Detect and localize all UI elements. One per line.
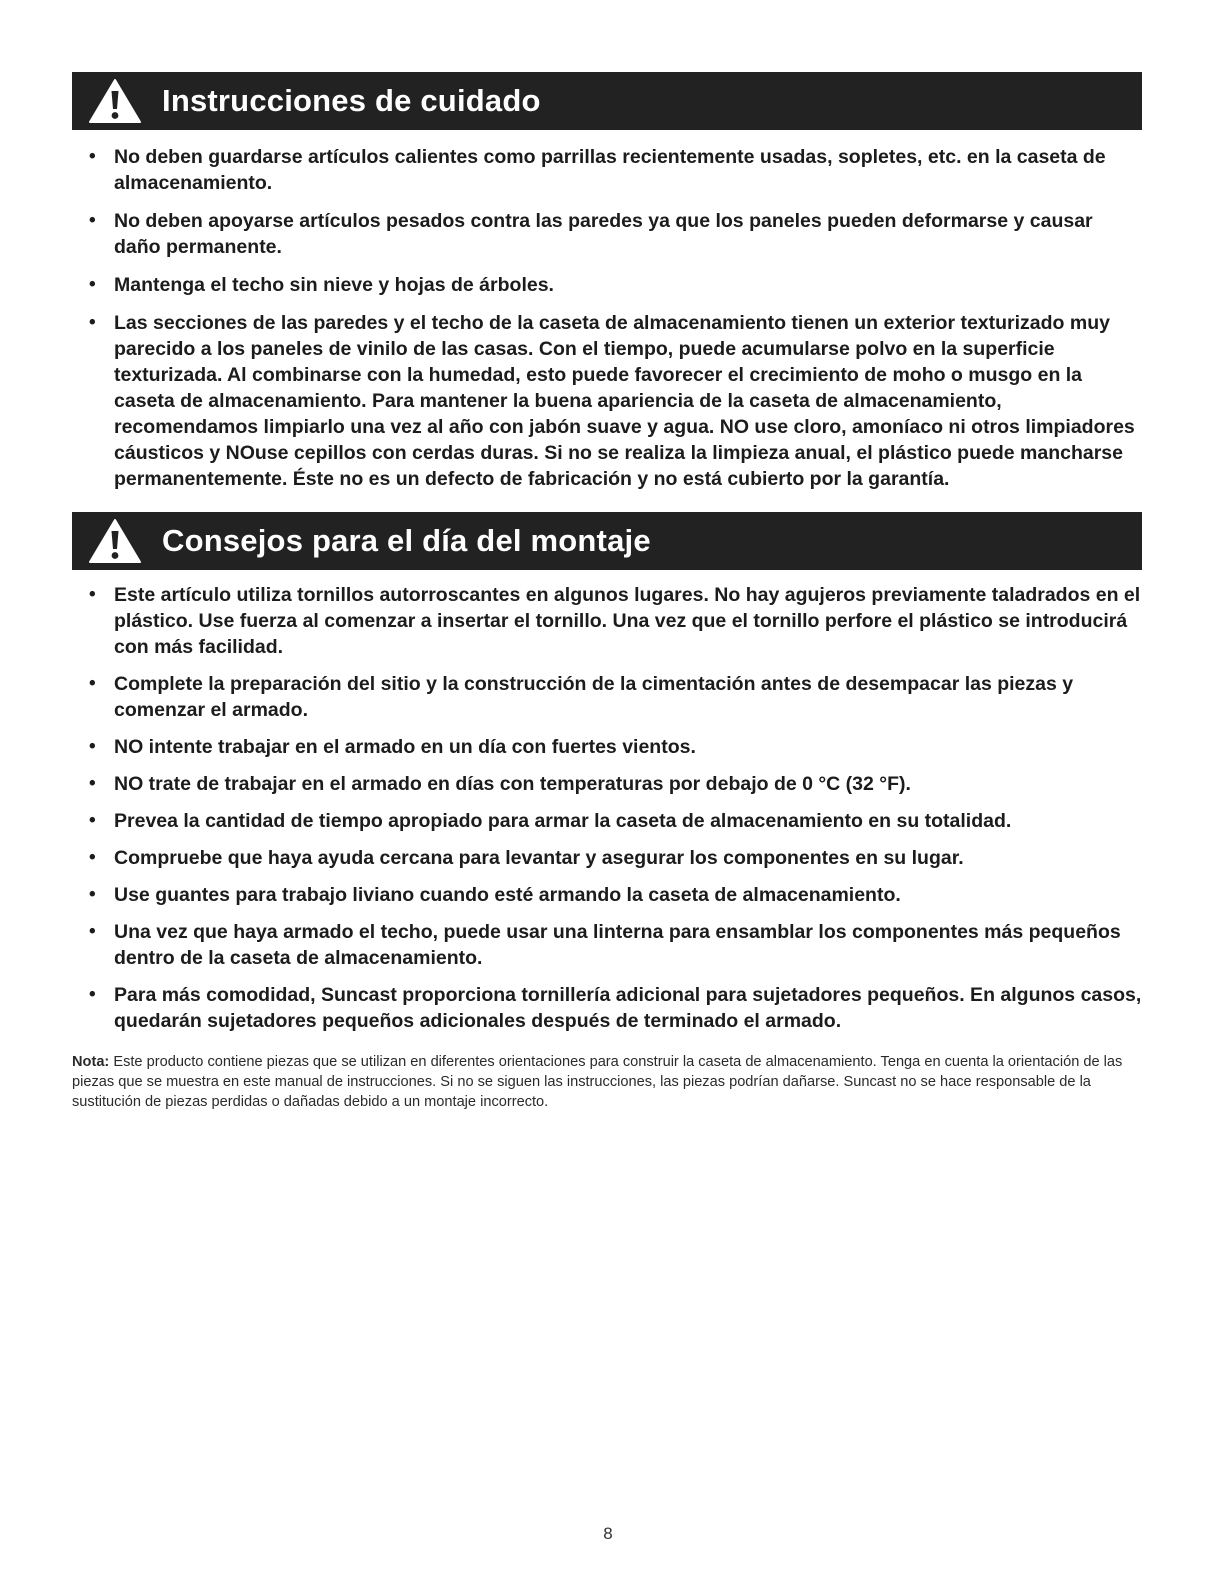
section-care-instructions [72,72,1142,492]
bullet-icon: • [89,312,96,333]
list-item-text: Para más comodidad, Suncast proporciona tornillería adicional para sujetadores pequeños. En algunos casos, quedarán sujetadores pequeños adicionales después de terminado el armado. [114,984,1142,1032]
list-item-text: Prevea la cantidad de tiempo apropiado para armar la caseta de almacenamiento en su totalidad. [114,810,1012,832]
list-item-text: Complete la preparación del sitio y la construcción de la cimentación antes de desempacar las piezas y comenzar el armado. [114,673,1074,721]
note-paragraph [72,1052,1124,1112]
list-item [72,310,1142,492]
bullet-icon: • [89,210,96,231]
page-number: 8 [603,1524,613,1543]
warning-triangle-icon [88,518,142,564]
list-item [72,771,1142,797]
section-header [72,512,1142,570]
bullet-icon: • [89,984,96,1005]
list-item [72,272,1142,298]
bullet-icon: • [89,584,96,605]
list-item [72,982,1142,1034]
section-assembly-tips [72,512,1142,1034]
bullet-icon: • [89,673,96,694]
list-item-text: Mantenga el techo sin nieve y hojas de árboles. [114,274,554,296]
bullet-list [72,582,1142,1034]
list-item [72,582,1142,660]
bullet-icon: • [89,810,96,831]
list-item [72,671,1142,723]
bullet-icon: • [89,736,96,757]
section-header [72,72,1142,130]
list-item [72,144,1142,196]
bullet-list [72,144,1142,492]
list-item-text: Las secciones de las paredes y el techo de la caseta de almacenamiento tienen un exterior texturizado muy parecido a los paneles de vinilo de las casas. Con el tiempo, puede acumularse polvo en la superficie texturizada. Al combinarse con la humedad, esto puede favorecer el crecimiento de moho o musgo en la caseta de almacenamiento. Para mantener la buena apariencia de la caseta de almacenamiento, recomendamos limpiarlo una vez al año con jabón suave y agua. NO use cloro, amoníaco ni otros limpiadores cáusticos y NOuse cepillos con cerdas duras. Si no se realiza la limpieza anual, el plástico puede mancharse permanentemente. Éste no es un defecto de fabricación y no está cubierto por la garantía. [114,312,1135,490]
note-text: Este producto contiene piezas que se utilizan en diferentes orientaciones para construir la caseta de almacenamiento. Tenga en cuenta la orientación de las piezas que se muestra en este manual de instrucciones. Si no se siguen las instrucciones, las piezas podrían dañarse. Suncast no se hace responsable de la sustitución de piezas perdidas o dañadas debido a un montaje incorrecto. [72,1054,1123,1110]
list-item [72,208,1142,260]
list-item-text: NO intente trabajar en el armado en un día con fuertes vientos. [114,736,696,758]
list-item [72,808,1142,834]
section-title: Consejos para el día del montaje [162,523,651,558]
bullet-icon: • [89,274,96,295]
list-item-text: Este artículo utiliza tornillos autorroscantes en algunos lugares. No hay agujeros previamente taladrados en el plástico. Use fuerza al comenzar a insertar el tornillo. Una vez que el tornillo perfore el plástico se introducirá con más facilidad. [114,584,1141,658]
list-item [72,882,1142,908]
section-title: Instrucciones de cuidado [162,83,541,118]
list-item-text: No deben guardarse artículos calientes como parrillas recientemente usadas, sopletes, etc. en la caseta de almacenamiento. [114,146,1106,194]
bullet-icon: • [89,847,96,868]
bullet-icon: • [89,146,96,167]
list-item [72,845,1142,871]
list-item [72,734,1142,760]
note-label: Nota: [72,1054,110,1070]
list-item-text: NO trate de trabajar en el armado en días con temperaturas por debajo de 0 °C (32 °F). [114,773,911,795]
page-content [72,72,1142,1127]
bullet-icon: • [89,921,96,942]
list-item-text: No deben apoyarse artículos pesados contra las paredes ya que los paneles pueden deformarse y causar daño permanente. [114,210,1093,258]
list-item-text: Use guantes para trabajo liviano cuando esté armando la caseta de almacenamiento. [114,884,901,906]
bullet-icon: • [89,884,96,905]
list-item-text: Una vez que haya armado el techo, puede usar una linterna para ensamblar los componentes más pequeños dentro de la caseta de almacenamiento. [114,921,1121,969]
list-item-text: Compruebe que haya ayuda cercana para levantar y asegurar los componentes en su lugar. [114,847,964,869]
list-item [72,919,1142,971]
bullet-icon: • [89,773,96,794]
warning-triangle-icon [88,78,142,124]
